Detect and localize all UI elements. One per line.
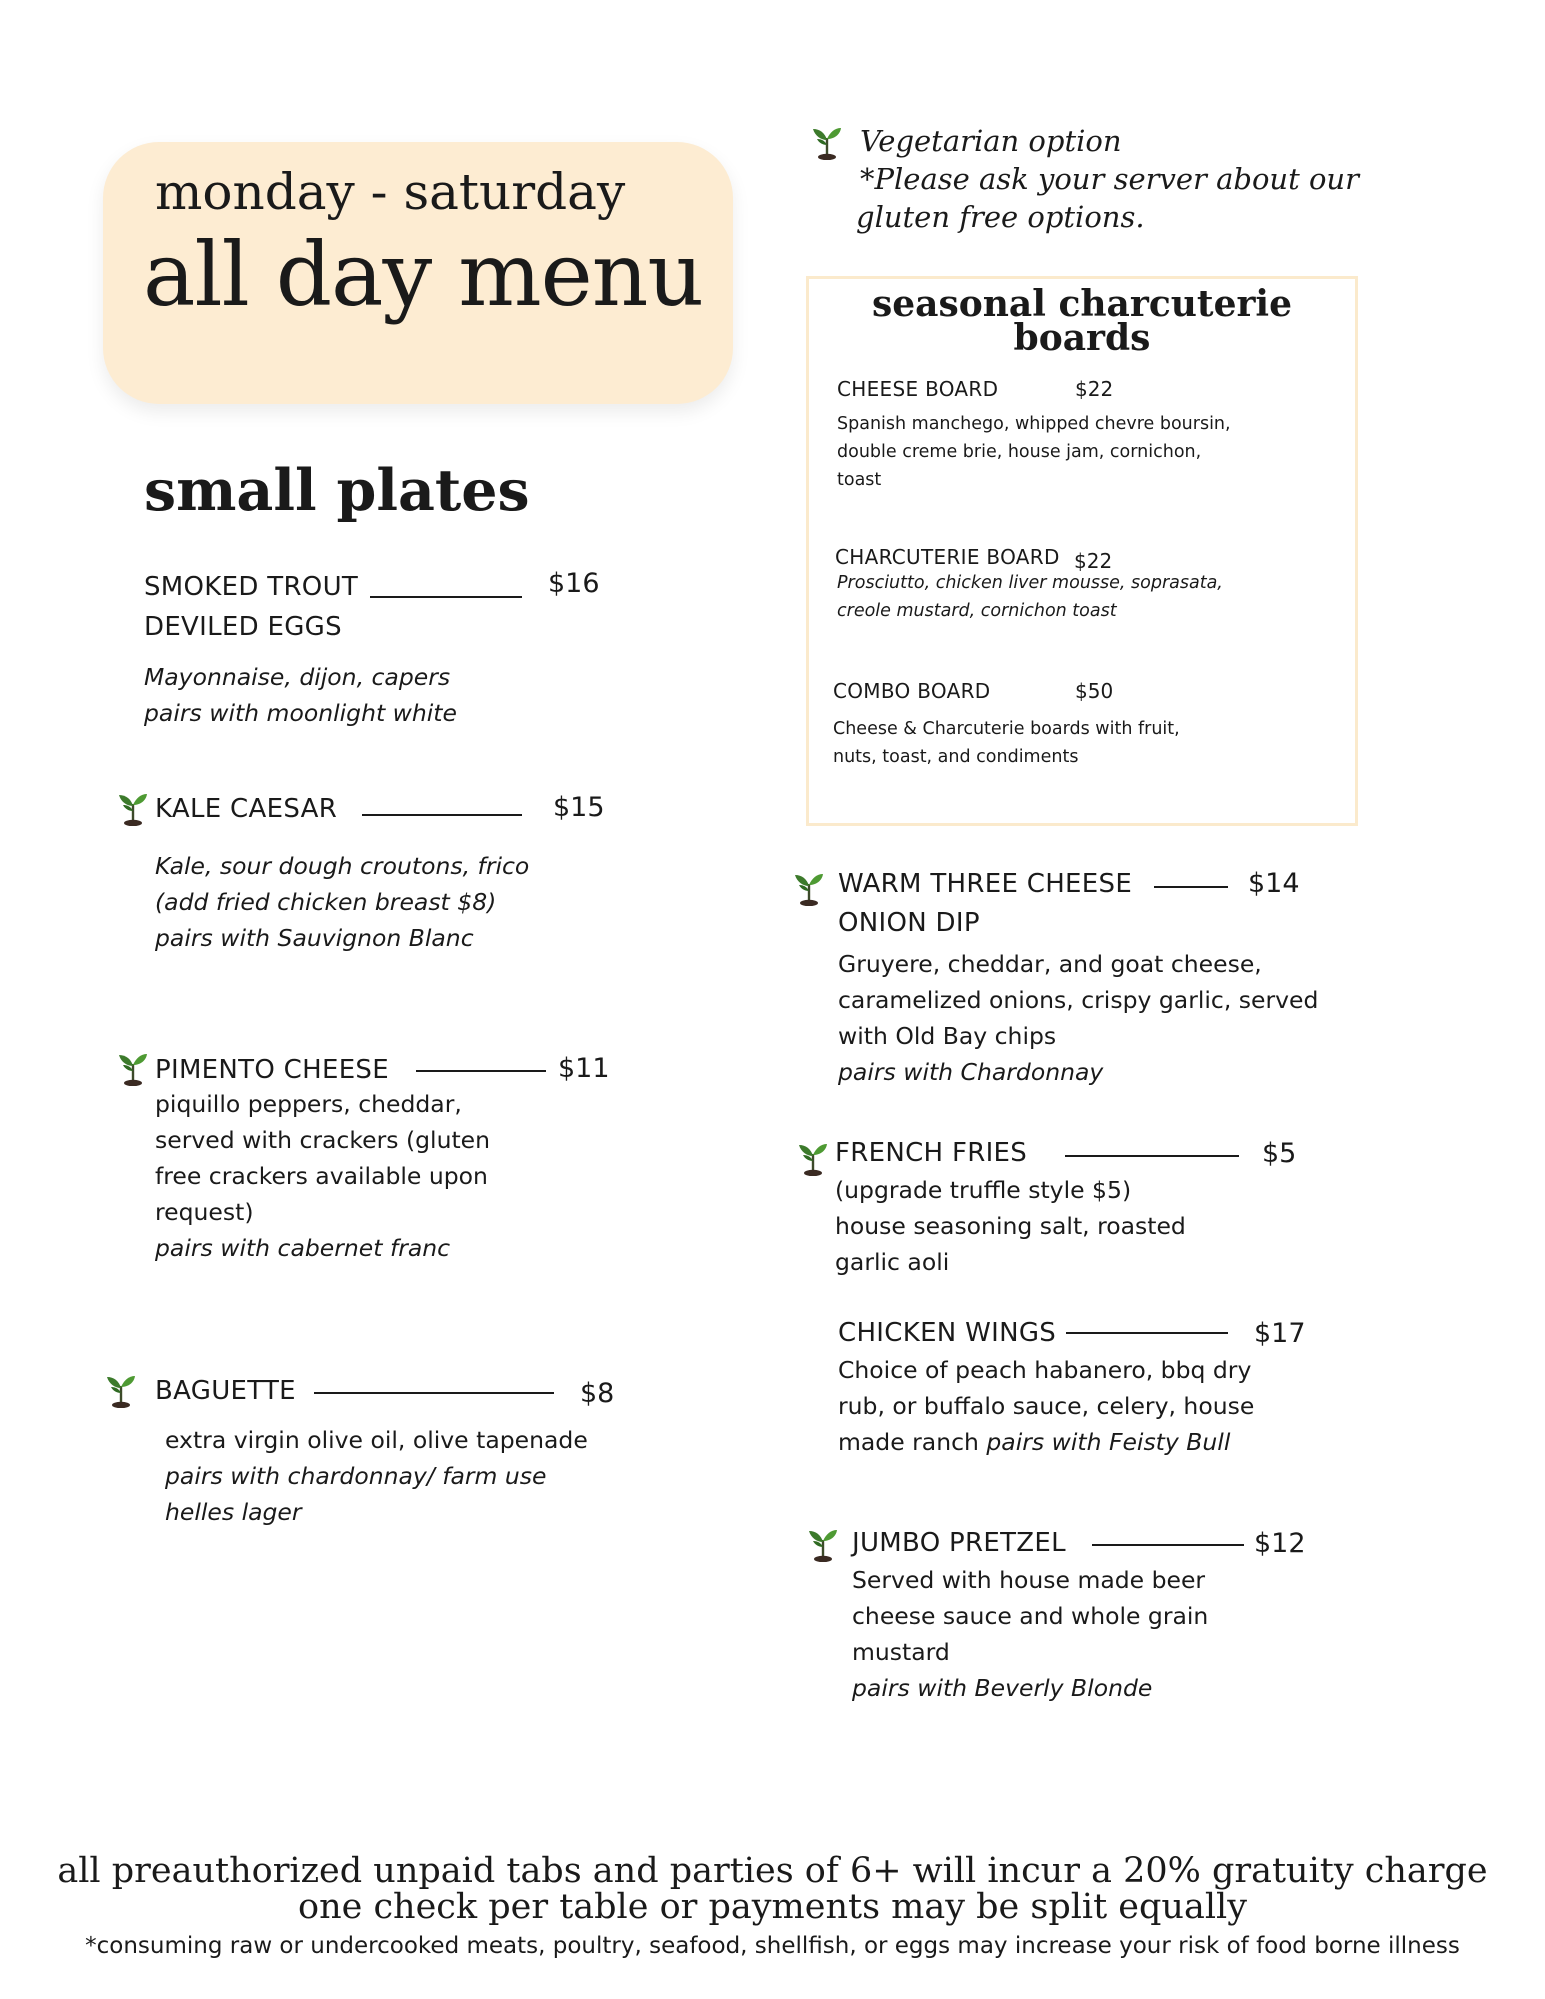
desc-line: rub, or buffalo sauce, celery, house [838,1392,1255,1420]
board-description [837,410,1231,494]
leader-rule [314,1392,554,1394]
desc-text: made ranch [838,1428,987,1456]
leader-rule [370,596,522,598]
desc-line: creole mustard, cornichon toast [837,601,1117,621]
desc-line: Served with house made beer [852,1566,1206,1594]
pairing-line: pairs with cabernet franc [155,1234,451,1262]
item-description [165,1422,588,1530]
desc-line: Mayonnaise, dijon, capers [144,663,451,691]
charcuterie-boards-box [806,276,1358,826]
item-price: $14 [1248,868,1300,899]
desc-line: Kale, sour dough croutons, frico [155,852,530,880]
desc-line: cheese sauce and whole grain [852,1602,1209,1630]
item-name: WARM THREE CHEESE [838,869,1133,899]
desc-line: pairs with moonlight white [144,699,457,727]
desc-line: free crackers available upon [155,1162,488,1190]
board-name: CHARCUTERIE BOARD [835,545,1060,569]
desc-line: garlic aoli [835,1248,950,1276]
board-price: $50 [1075,679,1114,703]
sprout-icon [118,792,148,826]
leader-rule [1154,886,1228,888]
vegetarian-legend [856,122,1359,236]
legend-line: gluten free options. [856,200,1145,234]
pairing-line: pairs with Chardonnay [838,1058,1104,1086]
item-description [155,1086,490,1266]
item-price: $5 [1262,1138,1297,1169]
desc-line: served with crackers (gluten [155,1126,491,1154]
item-description [838,946,1318,1090]
sprout-icon [106,1374,136,1408]
sprout-icon [118,1052,148,1086]
item-name: CHICKEN WINGS [838,1318,1057,1348]
desc-line: piquillo peppers, cheddar, [155,1090,462,1118]
desc-line: Cheese & Charcuterie boards with fruit, [833,719,1180,739]
desc-line: caramelized onions, crispy garlic, served [838,986,1319,1014]
leader-rule [1065,1155,1239,1157]
desc-line: nuts, toast, and condiments [833,747,1079,767]
desc-line [838,1424,1254,1460]
board-name: CHEESE BOARD [837,377,999,401]
board-description [833,715,1180,771]
item-description [155,848,529,956]
desc-line: Prosciutto, chicken liver mousse, soprasata, [837,573,1223,593]
desc-line: double creme brie, house jam, cornichon, [837,442,1202,462]
menu-title: all day menu [143,223,704,326]
item-name: SMOKED TROUT [144,572,359,602]
desc-line: with Old Bay chips [838,1022,1057,1050]
split-check-notice: one check per table or payments may be split equally [298,1887,1247,1927]
gratuity-notice: all preauthorized unpaid tabs and parties of 6+ will incur a 20% gratuity charge [57,1851,1488,1891]
item-name: DEVILED EGGS [144,612,342,642]
pairing-line: pairs with Beverly Blonde [852,1674,1153,1702]
sprout-icon [794,872,824,906]
desc-line: pairs with Sauvignon Blanc [155,924,474,952]
leader-rule [1092,1544,1244,1546]
boards-title [809,283,1355,359]
item-name: KALE CAESAR [155,794,338,824]
desc-line: house seasoning salt, roasted [835,1212,1186,1240]
desc-line: Choice of peach habanero, bbq dry [838,1356,1252,1384]
item-description [852,1562,1208,1706]
sprout-icon [808,1528,838,1562]
boards-title-line: boards [1013,317,1151,359]
item-price: $17 [1254,1318,1306,1349]
pairing-line: pairs with chardonnay/ farm use [165,1462,547,1490]
legend-line: Vegetarian option [860,124,1122,158]
leader-rule [416,1070,546,1072]
item-name: BAGUETTE [155,1376,296,1406]
item-name: PIMENTO CHEESE [155,1055,389,1085]
leader-rule [362,814,522,816]
desc-line: request) [155,1198,254,1226]
menu-header-card [103,142,733,404]
item-price: $16 [548,568,600,599]
item-name: ONION DIP [838,908,980,938]
food-safety-disclaimer: *consuming raw or undercooked meats, poultry, seafood, shellfish, or eggs may increase your risk of food borne illness [85,1933,1460,1959]
item-price: $11 [558,1053,610,1084]
sprout-icon [798,1142,828,1176]
legend-line: *Please ask your server about our [860,162,1359,196]
item-name: JUMBO PRETZEL [852,1528,1066,1558]
item-price: $12 [1254,1528,1306,1559]
item-price: $8 [580,1378,615,1409]
pairing-text: pairs with Feisty Bull [986,1428,1231,1456]
pairing-line: helles lager [165,1498,302,1526]
item-description [838,1352,1254,1460]
board-name: COMBO BOARD [833,679,991,703]
item-name: FRENCH FRIES [835,1138,1028,1168]
board-description [837,569,1223,625]
desc-line: Gruyere, cheddar, and goat cheese, [838,950,1262,978]
board-price: $22 [1074,549,1113,573]
desc-line: (upgrade truffle style $5) [835,1176,1132,1204]
sprout-icon [812,126,842,160]
desc-line: extra virgin olive oil, olive tapenade [165,1426,588,1454]
desc-line: mustard [852,1638,950,1666]
desc-line: Spanish manchego, whipped chevre boursin, [837,414,1231,434]
desc-line: (add fried chicken breast $8) [155,888,497,916]
item-price: $15 [553,792,605,823]
days-label: monday - saturday [155,163,626,221]
section-title-small-plates: small plates [144,457,530,524]
boards-title-line: seasonal charcuterie [871,283,1293,325]
desc-line: toast [837,470,882,490]
leader-rule [1066,1332,1228,1334]
board-price: $22 [1075,377,1114,401]
item-description [835,1172,1186,1280]
item-description [144,659,457,731]
